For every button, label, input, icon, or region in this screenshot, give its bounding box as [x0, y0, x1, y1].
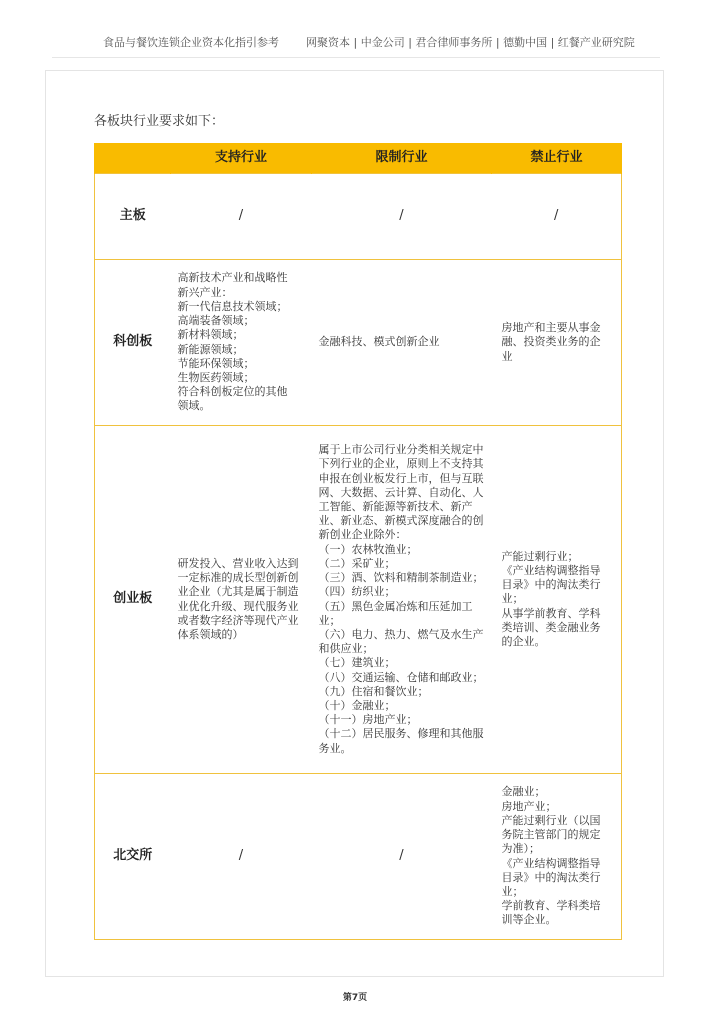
- list-item: 节能环保领域；: [177, 356, 255, 370]
- list-item: 研发投入、营业收入达到一定标准的成长型创新创业企业（尤其是属于制造业优化升级、现代服务业或者数字经济等现代产业体系领域的）: [177, 556, 299, 641]
- list-item: （十二）居民服务、修理和其他服务业。: [318, 727, 484, 755]
- star-market-supported: [171, 260, 312, 426]
- list-item: （六）电力、热力、燃气及水生产和供应业；: [318, 627, 484, 656]
- header-document-title: 食品与餐饮连锁企业资本化指引参考: [103, 36, 279, 49]
- list-item: （九）住宿和餐饮业；: [318, 684, 429, 698]
- list-item: 从事学前教育、学科类培训、类金融业务的企业。: [501, 606, 601, 648]
- table-row-main-board: [95, 174, 622, 260]
- list-item: （五）黑色金属冶炼和压延加工业；: [318, 599, 473, 627]
- star-market-prohibited: [492, 260, 622, 426]
- list-item: （十一）房地产业；: [318, 713, 418, 727]
- list-item: 房地产业；: [501, 799, 557, 813]
- list-item: 金融科技、模式创新企业: [318, 335, 440, 349]
- list-item: 《产业结构调整指导目录》中的淘汰类行业；: [501, 563, 601, 606]
- list-item: （一）农林牧渔业；: [318, 542, 418, 556]
- list-item: 《产业结构调整指导目录》中的淘汰类行业；: [501, 856, 601, 898]
- star-market-restricted: [312, 260, 492, 426]
- list-item: 符合科创板定位的其他领域。: [177, 385, 288, 413]
- list-item: （八）交通运输、仓储和邮政业；: [318, 670, 484, 684]
- table-header-row: [95, 143, 622, 174]
- chinext-restricted: [312, 426, 492, 774]
- main-board-supported: /: [171, 174, 312, 260]
- intro-text: 各板块行业要求如下：: [94, 114, 225, 129]
- board-industry-table: [94, 143, 622, 940]
- row-name-bse: 北交所: [95, 774, 171, 940]
- list-item: 高端装备领域；: [177, 314, 255, 328]
- main-board-restricted: /: [312, 174, 492, 260]
- col-header-supported: 支持行业: [171, 143, 312, 174]
- list-item: 生物医药领域；: [177, 370, 255, 384]
- chinext-supported: [171, 426, 312, 774]
- bse-prohibited: [492, 774, 622, 940]
- header-sources: 网聚资本 | 中金公司 | 君合律师事务所 | 德勤中国 | 红餐产业研究院: [306, 36, 635, 49]
- list-item: 属于上市公司行业分类相关规定中下列行业的企业，原则上不支持其申报在创业板发行上市，但与互联网、大数据、云计算、自动化、人工智能、新能源等新技术、新产业、新业态、新模式深度融合的创新创业企业除外：: [318, 443, 484, 542]
- row-name-main-board: 主板: [95, 174, 171, 260]
- table-row-bse: [95, 774, 622, 940]
- list-item: （七）建筑业；: [318, 656, 396, 670]
- list-item: （十）金融业；: [318, 698, 396, 712]
- table-row-chinext: [95, 426, 622, 774]
- list-item: 学前教育、学科类培训等企业。: [501, 899, 601, 927]
- list-item: 新材料领域；: [177, 328, 244, 342]
- list-item: 房地产和主要从事金融、投资类业务的企业: [501, 321, 601, 363]
- header-divider: [52, 57, 660, 58]
- table-row-star-market: [95, 260, 622, 426]
- page-number: 第7页: [342, 993, 368, 1003]
- list-item: 金融业；: [501, 785, 546, 799]
- list-item: （二）采矿业；: [318, 556, 396, 570]
- list-item: 高新技术产业和战略性新兴产业：: [177, 271, 288, 299]
- list-item: 新一代信息技术领域；: [177, 299, 288, 313]
- main-board-prohibited: /: [492, 174, 622, 260]
- list-item: 产能过剩行业；: [501, 549, 579, 563]
- header-empty-cell: [95, 143, 171, 174]
- list-item: （三）酒、饮料和精制茶制造业；: [318, 571, 484, 585]
- list-item: 新能源领域；: [177, 342, 244, 356]
- chinext-prohibited: [492, 426, 622, 774]
- bse-supported: /: [171, 774, 312, 940]
- col-header-restricted: 限制行业: [312, 143, 492, 174]
- col-header-prohibited: 禁止行业: [492, 143, 622, 174]
- list-item: （四）纺织业；: [318, 585, 396, 599]
- list-item: 产能过剩行业（以国务院主管部门的规定为准）；: [501, 813, 601, 856]
- row-name-star-market: 科创板: [95, 260, 171, 426]
- row-name-chinext: 创业板: [95, 426, 171, 774]
- bse-restricted: /: [312, 774, 492, 940]
